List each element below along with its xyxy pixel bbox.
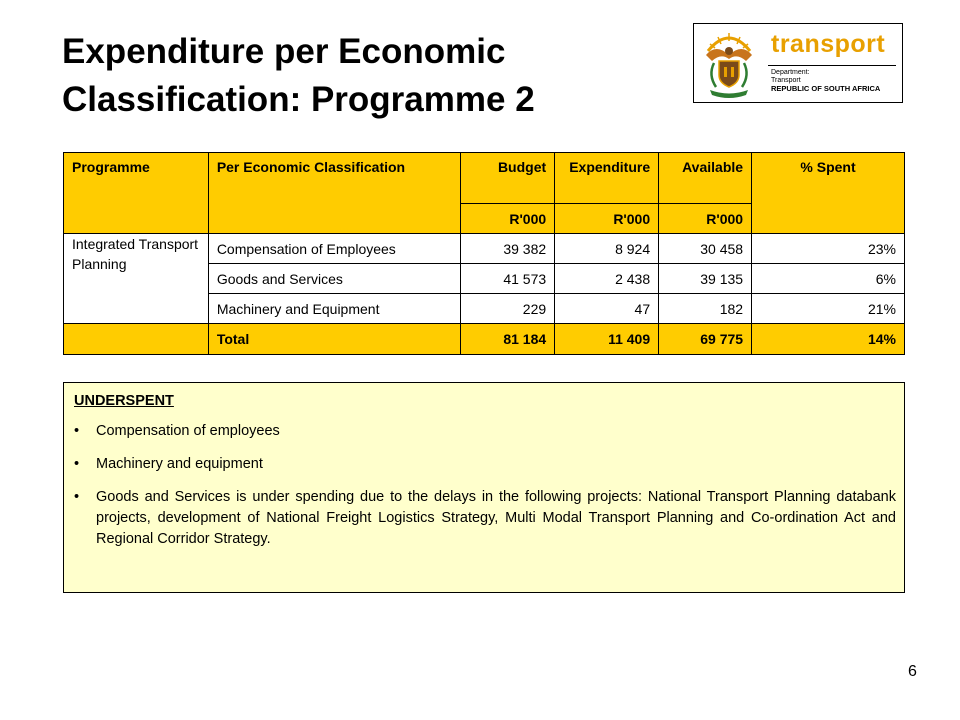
total-available: 69 775 bbox=[659, 324, 752, 355]
total-row bbox=[64, 324, 905, 355]
total-label: Total bbox=[208, 324, 460, 355]
row-classification: Compensation of Employees bbox=[208, 234, 460, 264]
logo-divider bbox=[768, 65, 896, 66]
header-expenditure: Expenditure bbox=[555, 153, 659, 204]
underspent-notes-box bbox=[63, 382, 905, 593]
total-spent: 14% bbox=[752, 324, 905, 355]
header-classification: Per Economic Classification bbox=[208, 153, 460, 234]
row-spent: 23% bbox=[752, 234, 905, 264]
row-budget: 41 573 bbox=[461, 264, 555, 294]
unit-expenditure: R'000 bbox=[555, 204, 659, 234]
table-row bbox=[64, 234, 905, 264]
logo-dept-line-3: REPUBLIC OF SOUTH AFRICA bbox=[771, 84, 881, 93]
unit-available: R'000 bbox=[659, 204, 752, 234]
row-available: 39 135 bbox=[659, 264, 752, 294]
note-text: Goods and Services is under spending due to the delays in the following projects: National Transport Planning databank projects, development of National Freight Logistics Strategy, Multi Modal Transport Planning and Co-ordination Act and Regional Corridor Strategy. bbox=[96, 489, 896, 547]
bullet-icon: • bbox=[74, 456, 80, 472]
row-budget: 229 bbox=[461, 294, 555, 324]
list-item bbox=[74, 454, 896, 475]
programme-name: Integrated Transport Planning bbox=[64, 234, 209, 324]
header-spent: % Spent bbox=[752, 153, 905, 234]
expenditure-table bbox=[63, 152, 905, 355]
list-item bbox=[74, 421, 896, 442]
total-expenditure: 11 409 bbox=[555, 324, 659, 355]
logo-department-text bbox=[771, 69, 880, 93]
logo-dept-line-2: Transport bbox=[771, 77, 801, 84]
logo-dept-line-1: Department: bbox=[771, 69, 810, 76]
row-expenditure: 8 924 bbox=[555, 234, 659, 264]
bullet-icon: • bbox=[74, 489, 80, 505]
row-classification: Machinery and Equipment bbox=[208, 294, 460, 324]
page-number: 6 bbox=[908, 663, 917, 680]
row-spent: 6% bbox=[752, 264, 905, 294]
row-available: 182 bbox=[659, 294, 752, 324]
row-budget: 39 382 bbox=[461, 234, 555, 264]
row-available: 30 458 bbox=[659, 234, 752, 264]
note-text: Machinery and equipment bbox=[96, 456, 263, 472]
header-available: Available bbox=[659, 153, 752, 204]
department-logo bbox=[693, 23, 903, 103]
header-programme: Programme bbox=[64, 153, 209, 234]
total-empty-cell bbox=[64, 324, 209, 355]
notes-heading: UNDERSPENT bbox=[74, 393, 174, 409]
logo-wordmark: transport bbox=[771, 30, 886, 58]
title-line-1: Expenditure per Economic bbox=[62, 32, 506, 71]
coat-of-arms-icon bbox=[700, 29, 758, 99]
notes-list bbox=[74, 421, 896, 550]
row-expenditure: 2 438 bbox=[555, 264, 659, 294]
bullet-icon: • bbox=[74, 423, 80, 439]
unit-budget: R'000 bbox=[461, 204, 555, 234]
title-line-2: Classification: Programme 2 bbox=[62, 80, 535, 119]
note-text: Compensation of employees bbox=[96, 423, 280, 439]
table-header-row bbox=[64, 153, 905, 204]
total-budget: 81 184 bbox=[461, 324, 555, 355]
row-spent: 21% bbox=[752, 294, 905, 324]
slide-title bbox=[62, 28, 662, 124]
header-budget: Budget bbox=[461, 153, 555, 204]
list-item bbox=[74, 487, 896, 550]
row-expenditure: 47 bbox=[555, 294, 659, 324]
row-classification: Goods and Services bbox=[208, 264, 460, 294]
